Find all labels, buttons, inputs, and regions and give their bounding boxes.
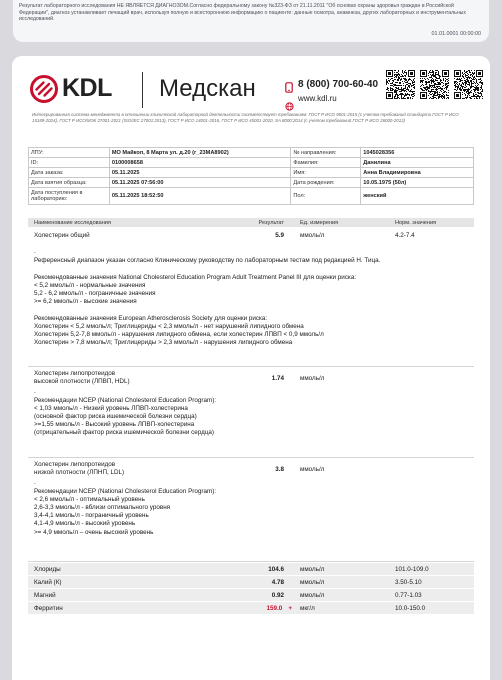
- name-label: Имя:: [291, 168, 361, 178]
- accreditation-text: Интегрированная система менеджмента в отношении клинической лабораторной деятельности соответствует требованиям: ГОСТ Р ИСО 9001-2015 (с учетом требований стандарта ГОСТ Р ИСО 15189-2024), ГОСТ Р ИСО/МЭК 27001-2021 (ISO/IEC 27001:2013), ГОСТ Р ИСО 14001-2016, ГОСТ Р ИСО 45001-2020, SA 8000:2014 (с учетом требований ГОСТ Р ИСО 26000-2012): [32, 112, 459, 123]
- phone-number[interactable]: 8 (800) 700-60-40: [298, 79, 379, 90]
- id-label: ID:: [29, 158, 110, 168]
- sex-label: Пол:: [291, 188, 361, 205]
- table-row: [28, 370, 474, 386]
- note-line: >= 6,2 ммоль/л - высокие значения: [34, 298, 137, 306]
- test-value: 5.9: [275, 231, 284, 239]
- test-name-line: Холестерин липопротеидов: [34, 461, 116, 468]
- disclaimer-date: 01.01.0001 00:00:00: [431, 31, 481, 37]
- disclaimer-card: [13, 0, 489, 42]
- note-line: [28, 265, 474, 273]
- test-name: Ферритин: [34, 604, 63, 612]
- qr-code-icon: [420, 70, 449, 99]
- dob-value: 10.05.1975 (50л): [361, 178, 474, 188]
- table-row: [28, 602, 474, 615]
- test-unit: ммоль/л: [300, 578, 325, 586]
- test-unit: ммоль/л: [300, 565, 325, 573]
- results-table: [28, 218, 474, 615]
- table-row: [28, 576, 474, 589]
- test-value: 159.0: [266, 604, 283, 612]
- sex-value: женский: [361, 188, 474, 205]
- qr-code-icon: [454, 70, 483, 99]
- test-value-cell: [210, 566, 294, 573]
- note-line: >= 4,9 ммоль/л – очень высокий уровень: [34, 528, 154, 536]
- note-line: Рекомендации NCEP (National Cholesterol Education Program):: [34, 396, 217, 404]
- referral-label: № направления:: [291, 148, 361, 158]
- test-value: 3.8: [275, 465, 284, 473]
- test-name: Магний: [34, 591, 56, 599]
- test-unit: ммоль/л: [300, 231, 325, 239]
- note-line: [28, 306, 474, 314]
- table-row: [28, 563, 474, 576]
- note-line: < 1,03 ммоль/л - Низкий уровень ЛПВП-холестерина: [34, 404, 188, 412]
- surname-label: Фамилия:: [291, 158, 361, 168]
- note-line: Рекомендованные значения National Cholesterol Education Program Adult Treatment Panel III для оценки риска:: [34, 273, 357, 281]
- total-cholesterol-section: [28, 228, 474, 367]
- lpu-label: ЛПУ:: [29, 148, 110, 158]
- test-value: 4.78: [271, 578, 284, 586]
- header-result: Результат: [258, 219, 284, 226]
- results-header: [28, 218, 474, 227]
- qr-code-icon: [386, 70, 415, 99]
- note-line: >=1,55 ммоль/л - Высокий уровень ЛПВП-холестерина: [34, 421, 195, 429]
- test-norm: 0.77-1.03: [395, 591, 422, 599]
- contact-block: [298, 78, 378, 105]
- arrival-label: Дата поступления в лабораторию:: [29, 188, 110, 205]
- table-row: [28, 461, 474, 477]
- note-line: 3,4-4,1 ммоль/л - пограничный уровень: [34, 512, 149, 520]
- test-name: [28, 461, 210, 477]
- dob-label: Дата рождения:: [291, 178, 361, 188]
- header-norm: Норм. значения: [395, 219, 437, 226]
- id-value: 0100008658: [109, 158, 290, 168]
- order-date-value: 05.11.2025: [109, 168, 290, 178]
- test-name: [28, 370, 210, 386]
- note-line: (основной фактор риска ишемической болезни сердца): [34, 413, 197, 421]
- surname-value: Данилина: [361, 158, 474, 168]
- logo-text: KDL: [62, 74, 112, 102]
- kdl-logo-icon: [30, 75, 58, 103]
- test-name-line: высокой плотности (ЛПВП, HDL): [34, 378, 130, 386]
- hdl-notes: [28, 397, 474, 438]
- arrival-value: 05.11.2025 18:52:50: [109, 188, 290, 205]
- test-unit: мкг/л: [300, 604, 315, 612]
- table-row: [28, 589, 474, 602]
- header-test-name: Наименование исследования: [34, 219, 111, 226]
- sample-date-value: 05.11.2025 07:56:00: [109, 178, 290, 188]
- test-name: Хлориды: [34, 565, 61, 573]
- lab-report-sheet: [12, 56, 490, 680]
- dot-marker: .: [34, 388, 36, 396]
- note-line: Холестерин < 5,2 ммоль/л; Триглицериды < 2,3 ммоль/л - нет нарушений липидного обмена: [34, 322, 304, 330]
- kdl-logo: [30, 74, 130, 104]
- test-value-cell: [210, 605, 294, 612]
- patient-info-table: [28, 147, 474, 205]
- test-value: 0.92: [271, 591, 284, 599]
- test-norm: 4.2-7.4: [395, 231, 415, 239]
- phone-icon: [285, 82, 293, 93]
- note-line: Рекомендованные значения European Atherosclerosis Society для оценки риска:: [34, 314, 268, 322]
- test-name: Холестерин общий: [34, 231, 90, 239]
- ldl-section: [28, 461, 474, 562]
- cholesterol-notes: [28, 257, 474, 347]
- test-name-line: низкой плотности (ЛПНП, LDL): [34, 469, 125, 477]
- note-line: Референсный диапазон указан согласно Клиническому руководству по лабораторным тестам под редакцией Н. Тица.: [34, 257, 381, 265]
- high-flag: +: [288, 604, 292, 612]
- referral-value: 1045028356: [361, 148, 474, 158]
- table-row: [28, 228, 474, 242]
- note-line: 2,6-3,3 ммоль/л - вблизи оптимального уровня: [34, 504, 171, 512]
- web-icon: [285, 102, 294, 111]
- note-line: 5,2 - 6,2 ммоль/л - пограничные значения: [34, 290, 156, 298]
- test-name-line: Холестерин липопротеидов: [34, 370, 116, 377]
- test-value: 1.74: [271, 374, 284, 382]
- test-norm: 101.0-109.0: [395, 565, 429, 573]
- name-value: Анна Владимировна: [361, 168, 474, 178]
- header-divider: [142, 72, 143, 108]
- lpu-value: МО Майкоп, 8 Марта ул. д.20 (г_23МА8902): [109, 148, 290, 158]
- note-line: Рекомендации NCEP (National Cholesterol Education Program):: [34, 487, 217, 495]
- header-unit: Ед. измерения: [300, 219, 339, 226]
- test-unit: ммоль/л: [300, 374, 325, 382]
- test-value-cell: [210, 592, 294, 599]
- disclaimer-text: Результат лабораторного исследования НЕ ЯВЛЯЕТСЯ ДИАГНОЗОМ.Согласно федеральному закону №323-ФЗ от 21.11.2011 "Об основах охраны здоровья граждан в Российской Федерации", диагноз устанавливает лечащий врач, используя полную и всестороннюю информацию о пациенте: данные осмотра, анамнеза, других лабораторных и инструментальных исследований.: [19, 3, 467, 23]
- ldl-notes: [28, 488, 474, 537]
- sample-date-label: Дата взятия образца:: [29, 178, 110, 188]
- note-line: (отрицательный фактор риска ишемической болезни сердца): [34, 429, 215, 437]
- test-norm: 10.0-150.0: [395, 604, 426, 612]
- note-line: < 5,2 ммоль/л - нормальные значения: [34, 281, 146, 289]
- test-norm: 3.50-5.10: [395, 578, 422, 586]
- dot-marker: .: [34, 479, 36, 487]
- note-line: Холестерин 5,2-7,8 ммоль/л - нарушения липидного обмена, если холестерин ЛПВП < 0,9 ммоль/л: [34, 331, 324, 339]
- test-name: Калий (К): [34, 578, 62, 586]
- medscan-brand: Медскан: [159, 75, 256, 102]
- test-unit: ммоль/л: [300, 465, 325, 473]
- test-value: 104.6: [268, 565, 284, 573]
- note-line: < 2,6 ммоль/л - оптимальный уровень: [34, 495, 145, 503]
- contact-icons: [285, 80, 295, 116]
- order-date-label: Дата заказа:: [29, 168, 110, 178]
- dot-marker: .: [34, 248, 36, 255]
- electrolytes-rows: [28, 563, 474, 615]
- test-value-cell: [210, 579, 294, 586]
- note-line: 4,1-4,9 ммоль/л - высокий уровень: [34, 520, 136, 528]
- hdl-section: [28, 370, 474, 458]
- note-line: Холестерин > 7,8 ммоль/л; Триглицериды > 2,3 ммоль/л - нарушения липидного обмена: [34, 339, 293, 347]
- test-unit: ммоль/л: [300, 591, 325, 599]
- website-link[interactable]: www.kdl.ru: [298, 94, 337, 103]
